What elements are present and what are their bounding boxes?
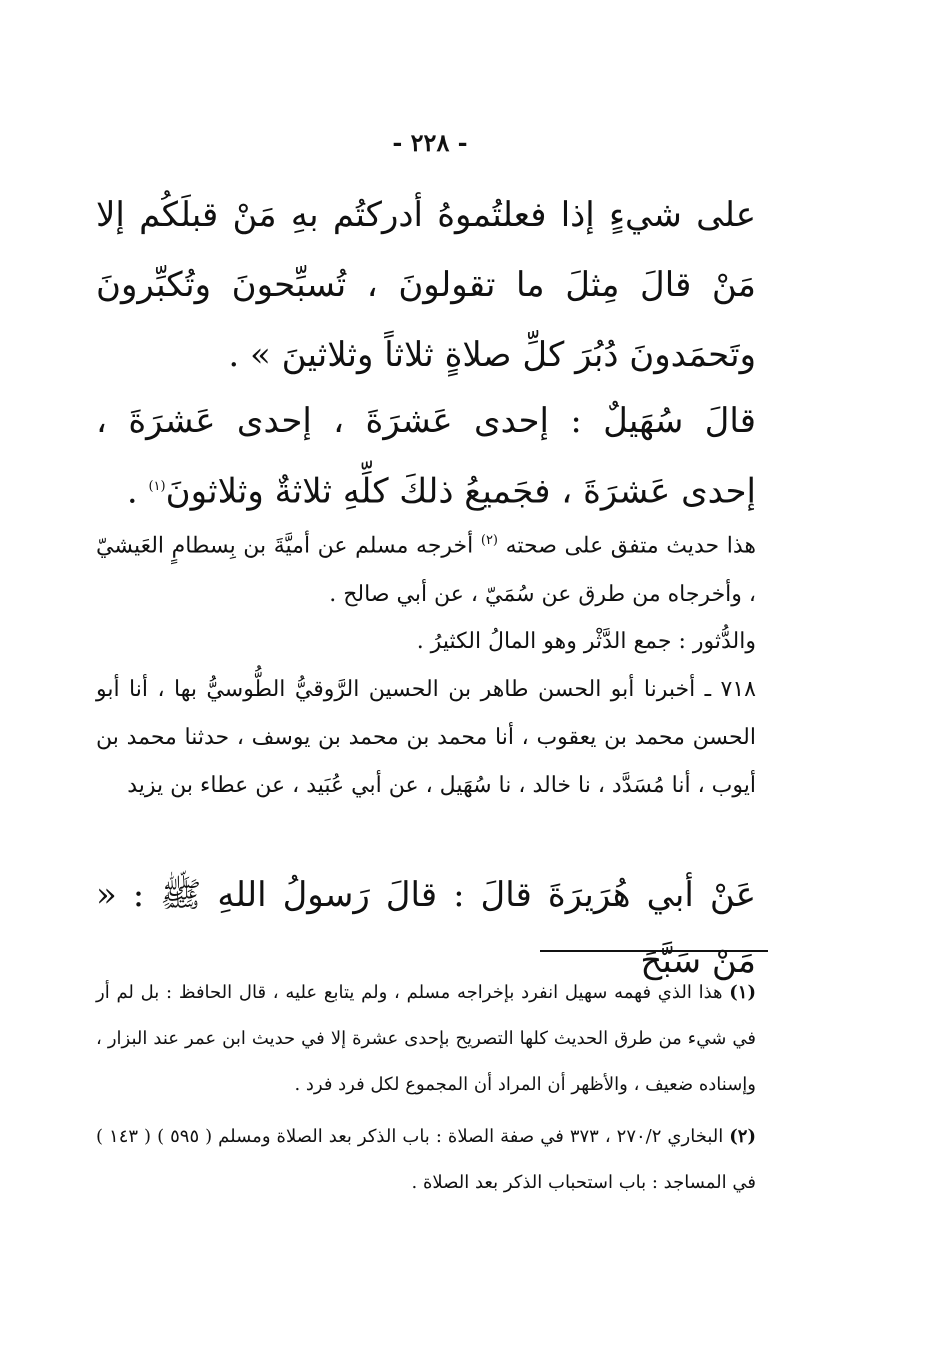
comment-1-part-a: هذا حديث متفق على صحته [505,533,756,559]
suhail-text: قالَ سُهَيلٌ : إحدى عَشرَةَ ، إحدى عَشرَةَ ، إحدى عَشرَةَ ، فجَميعُ ذلكَ كلِّهِ ثلاثةٌ وثلاثونَ [96,401,756,512]
footnote-ref-1[interactable]: (١) [148,479,166,494]
footnote-2-text: البخاري ٢٧٠/٢ ، ٣٧٣ في صفة الصلاة : باب الذكر بعد الصلاة ومسلم ( ٥٩٥ ) ( ١٤٣ ) في المساجد : باب استحباب الذكر بعد الصلاة . [96,1126,756,1193]
comment-1-part-b: أخرجه مسلم عن أميَّةَ بن بِسطامٍ العَيشيّ ، وأخرجاه من طرق عن سُمَيّ ، عن أبي صالح . [96,533,756,608]
comment-2-text: والدُّثور : جمع الدَّثْر وهو المالُ الكثيرُ . [416,629,756,654]
hadith-718-isnad [96,666,756,810]
authentication-comment [96,516,756,619]
page-number: - ٢٢٨ - [392,128,468,157]
footnote-1 [96,970,756,1108]
suhail-statement [96,388,756,524]
glossary-comment [96,617,756,666]
footnote-1-text: هذا الذي فهمه سهيل انفرد بإخراجه مسلم ، ولم يتابع عليه ، قال الحافظ : بل لم أر في شيء من طرق الحديث كلها التصريح بإحدى عشرة إلا في حديث ابن عمر عند البزار ، وإسناده ضعيف ، والأظهر أن المراد أن المجموع لكل فرد فرد . [96,982,756,1095]
hadith-start-text: عَنْ أبي هُرَيرَةَ قالَ : قالَ رَسولُ اللهِ ﷺ : « مَنْ سَبَّحَ [96,875,756,981]
footnote-separator [540,950,768,952]
suhail-end: . [126,471,149,512]
footnote-2 [96,1114,756,1206]
isnad-text: ٧١٨ ـ أخبرنا أبو الحسن طاهر بن الحسين الرَّوقيُّ الطُّوسيُّ بها ، أنا أبو الحسن محمد بن يعقوب ، أنا محمد بن محمد بن يوسف ، حدثنا محمد بن أيوب ، أنا مُسَدَّد ، نا خالد ، نا سُهَيل ، عن أبي عُبَيد ، عن عطاء بن يزيد [96,677,756,798]
footnote-ref-2[interactable]: (٢) [480,533,498,548]
footnote-2-mark: (٢) [729,1126,756,1147]
footnotes-section [96,970,756,1206]
footnote-1-mark: (١) [729,982,756,1003]
hadith-tail-text: على شيءٍ إذا فعلتُموهُ أدركتُم بهِ مَنْ قبلَكُم إلا مَنْ قالَ مِثلَ ما تقولونَ ، تُسبِّحونَ وتُكبِّرونَ وتَحمَدونَ دُبُرَ كلِّ صلاةٍ ثلاثاً وثلاثينَ » . [96,195,756,375]
hadith-text-continuation [96,180,756,390]
